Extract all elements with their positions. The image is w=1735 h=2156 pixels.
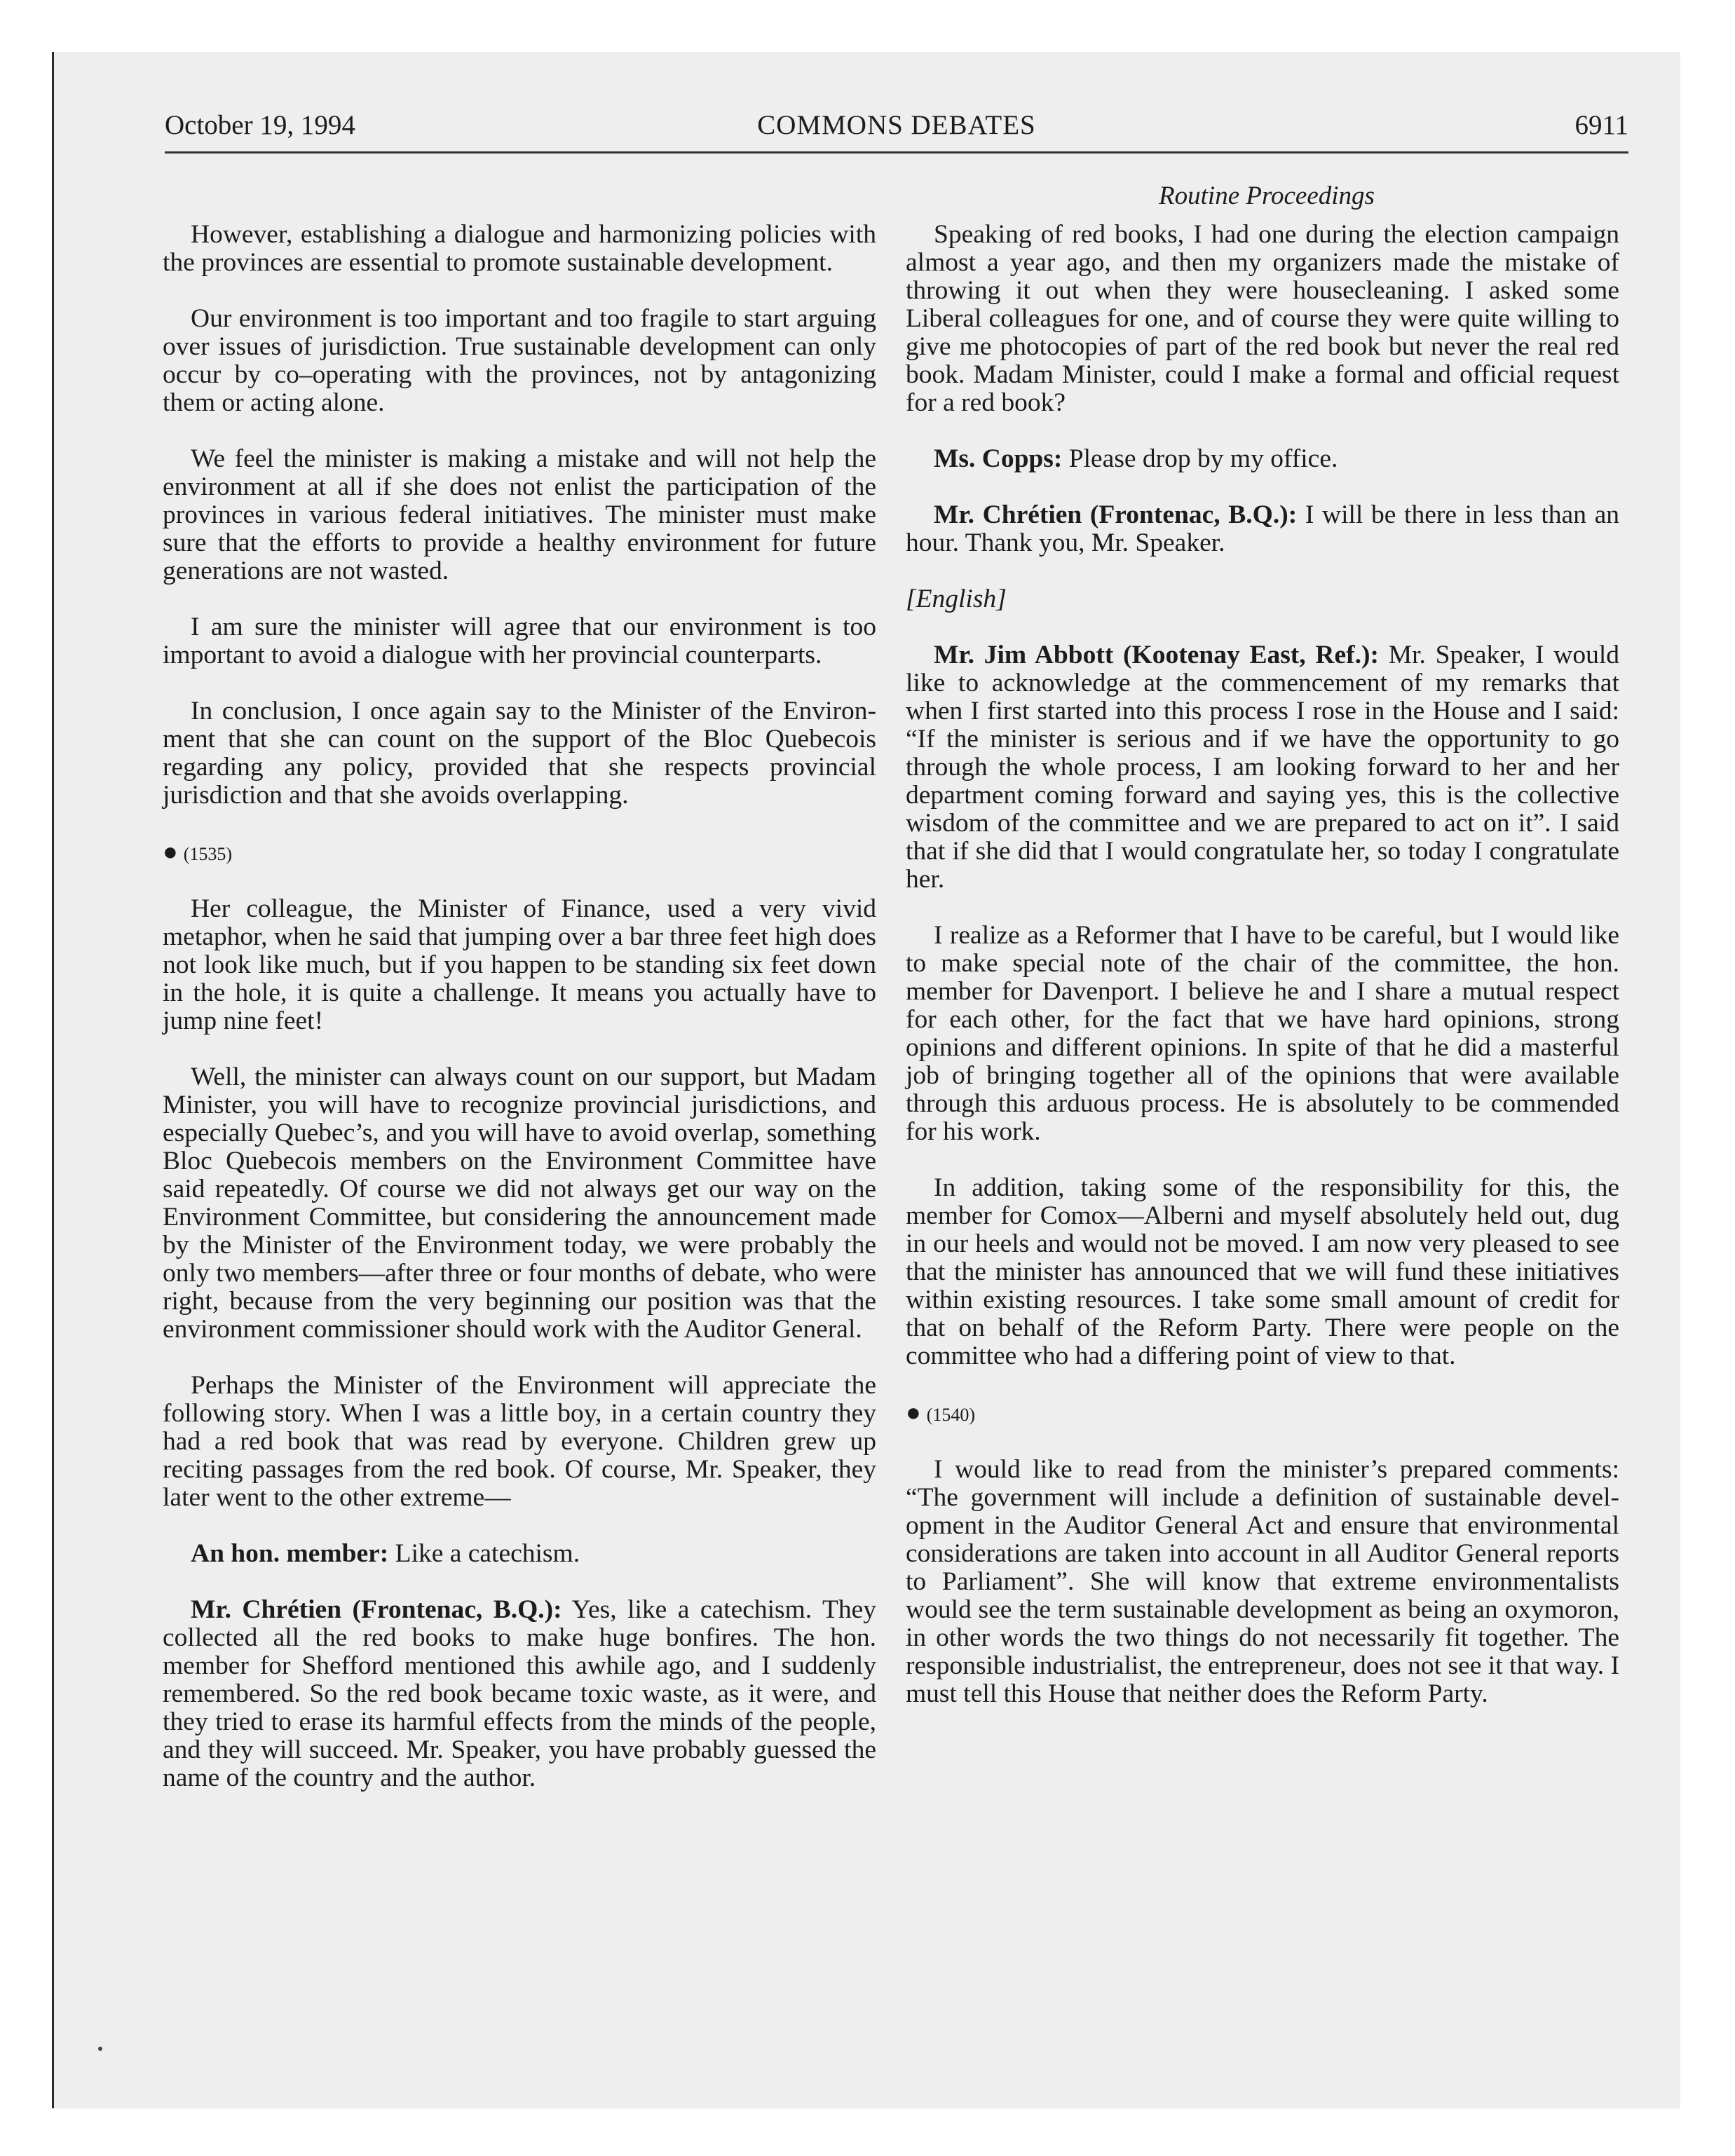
speech-paragraph bbox=[906, 445, 1619, 473]
header-date: October 19, 1994 bbox=[165, 110, 355, 140]
speech-paragraph bbox=[906, 501, 1619, 557]
paragraph: I am sure the minister will agree that our environment is too important to avoid a dialogue with her provincial counterparts. bbox=[163, 613, 876, 669]
speaker-name: Ms. Copps: bbox=[934, 444, 1063, 473]
paragraph: Our environment is too important and too fragile to start arguing over issues of jurisdiction. True sustainable development can only occur by co–operating with the provinces, not by antagonizing them or acting alone. bbox=[163, 304, 876, 417]
speech-text: Like a catechism. bbox=[388, 1539, 580, 1568]
speech-paragraph bbox=[163, 1540, 876, 1568]
speech-text: Yes, like a catechism. They collected all the red books to make huge bonfires. The hon. member for Shefford mentioned this awhile ago, and I suddenly remembered. So the red book became toxic waste, as it were, and they tried to erase its harmful effects from the minds of the people, and they will succeed. Mr. Speaker, you have probably guessed the name of the country and the author. bbox=[163, 1595, 876, 1792]
speaker-name: An hon. member: bbox=[191, 1539, 389, 1568]
time-marker bbox=[906, 1398, 1619, 1429]
bullet-icon: ● bbox=[906, 1398, 921, 1426]
scan-speck bbox=[98, 2047, 102, 2051]
speech-text: Please drop by my office. bbox=[1062, 444, 1338, 473]
time-marker bbox=[163, 838, 876, 868]
speech-text: Mr. Speaker, I would like to acknowledge at the commencement of my remarks that when I first started into this process I rose in the House and I said: “If the minister is serious and if we have the opportunity to go through the whole process, I am looking forward to her and her department coming forward and saying yes, this is the collective wisdom of the committee and we are prepared to act on it”. I said that if she did that I would congratulate her, so today I congratulate her. bbox=[906, 641, 1619, 894]
paragraph: In addition, taking some of the responsibility for this, the member for Comox—Alberni and myself absolutely held out, dug in our heels and would not be moved. I am now very pleased to see that the minister has announced that we will fund these initiatives within existing resources. I take some small amount of credit for that on behalf of the Reform Party. There were people on the committee who had a differing point of view to that. bbox=[906, 1173, 1619, 1370]
page-header bbox=[165, 105, 1628, 153]
bullet-icon: ● bbox=[163, 838, 178, 866]
time-marker-text: (1535) bbox=[183, 844, 233, 864]
speech-paragraph bbox=[906, 641, 1619, 894]
paragraph: Perhaps the Minister of the Environment will appreciate the following story. When I was a little boy, in a certain country they had a red book that was read by everyone. Children grew up reciting passages from the red book. Of course, Mr. Speaker, they later went to the other extreme— bbox=[163, 1371, 876, 1512]
speech-text: I will be there in less than an hour. Thank you, Mr. Speaker. bbox=[906, 500, 1619, 557]
speaker-name: Mr. Jim Abbott (Kootenay East, Ref.): bbox=[934, 641, 1379, 669]
header-title: COMMONS DEBATES bbox=[757, 110, 1036, 140]
right-column bbox=[906, 221, 1619, 1736]
paragraph: In conclusion, I once again say to the Minister of the Environment that she can count on the support of the Bloc Quebecois regarding any policy, provided that she respects provincial jurisdiction and that she avoids overlapping. bbox=[163, 697, 876, 810]
paragraph: However, establishing a dialogue and harmonizing policies with the provinces are essential to promote sustainable development. bbox=[163, 220, 876, 277]
paragraph: Well, the minister can always count on our support, but Madam Minister, you will have to recognize provincial jurisdictions, and especially Quebec’s, and you will have to avoid overlap, something Bloc Quebecois members on the Environment Committee have said repeatedly. Of course we did not always get our way on the Environment Committee, but considering the announcement made by the Minister of the Environment today, we were probably the only two members—after three or four months of debate, who were right, because from the very beginning our position was that the environment commissioner should work with the Auditor General. bbox=[163, 1063, 876, 1344]
speech-paragraph bbox=[163, 1596, 876, 1792]
language-note: [English] bbox=[906, 585, 1007, 613]
time-marker-text: (1540) bbox=[926, 1405, 976, 1425]
speaker-name: Mr. Chrétien (Frontenac, B.Q.): bbox=[934, 500, 1298, 529]
header-page-number: 6911 bbox=[1574, 110, 1628, 140]
paragraph: I would like to read from the minister’s prepared comments: “The government will include a definition of sustainable development in the Auditor General Act and ensure that environmental considerations are taken into account in all Auditor General reports to Parliament”. She will know that extreme environmentalists would see the term sustainable development as being an oxymoron, in other words the two things do not necessarily fit together. The responsible industrialist, the entrepreneur, does not see it that way. I must tell this House that neither does the Reform Party. bbox=[906, 1455, 1619, 1708]
paragraph: Her colleague, the Minister of Finance, used a very vivid metaphor, when he said that jumping over a bar three feet high does not look like much, but if you happen to be standing six feet down in the hole, it is quite a challenge. It means you actually have to jump nine feet! bbox=[163, 894, 876, 1035]
speaker-name: Mr. Chrétien (Frontenac, B.Q.): bbox=[191, 1595, 562, 1624]
paragraph: Speaking of red books, I had one during the election campaign almost a year ago, and then my organizers made the mistake of throwing it out when they were housecleaning. I asked some Liberal colleagues for one, and of course they were quite willing to give me photocopies of part of the red book but never the real red book. Madam Minister, could I make a formal and official request for a red book? bbox=[906, 220, 1619, 417]
left-column bbox=[163, 221, 876, 1820]
section-title: Routine Proceedings bbox=[1159, 182, 1375, 210]
paragraph: I realize as a Reformer that I have to be careful, but I would like to make special note of the chair of the committee, the hon. member for Davenport. I believe he and I share a mutual respect for each other, for the fact that we have hard opinions, strong opinions and different opinions. In spite of that he did a masterful job of bringing together all of the opinions that were available through this arduous process. He is absolutely to be commended for his work. bbox=[906, 921, 1619, 1146]
paragraph: We feel the minister is making a mistake and will not help the environment at all if she does not enlist the participation of the provinces in various federal initiatives. The minister must make sure that the efforts to provide a healthy environment for future generations are not wasted. bbox=[163, 444, 876, 585]
